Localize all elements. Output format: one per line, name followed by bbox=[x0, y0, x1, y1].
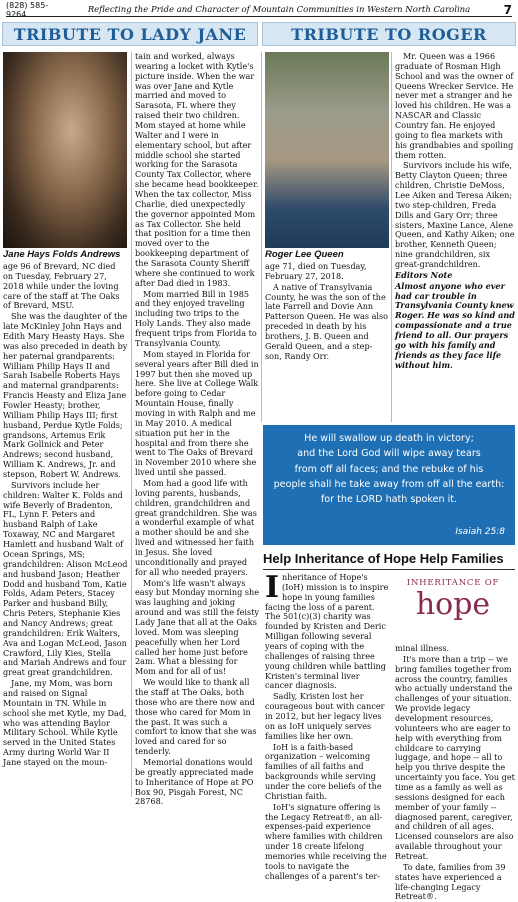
verse-reference: Isaiah 25:8 bbox=[455, 526, 505, 537]
jane-col2-para: Mom married Bill in 1985 and they enjoyed traveling including two trips to the Holy Lands. They also made frequent trips from Florida to Transylvania County. bbox=[135, 288, 257, 348]
jane-col1-para: She was the daughter of the late McKinley John Hays and Edith Mary Heasty Hays. She was also preceded in death by her paternal grandparents: William Philip Hays II and Sarah Isabelle Roberts Hays and maternal grandparents: Francis Heasty and Eliza Jane Fowler Heasty; brother, William Philip Hays III; first husband, Perdue Kytle Folds; grandsons, Artemus Erik Mark Gollnick and Peter Andrews; second husband, William K. Andrews, Jr. and stepson, Robert W. Andrews. bbox=[3, 311, 128, 480]
hope-column-1 bbox=[265, 570, 389, 881]
roger-column-2 bbox=[395, 52, 516, 422]
jane-column-1 bbox=[3, 262, 128, 798]
header-tagline: Reflecting the Pride and Character of Mountain Communities in Western North Carolina bbox=[87, 4, 471, 15]
hope-col1-para: Sadly, Kristen lost her courageous bout with cancer in 2012, but her legacy lives on as IoH uniquely serves families like her own. bbox=[265, 691, 385, 741]
inheritance-of-hope-logo bbox=[393, 578, 513, 640]
hope-dropcap: I bbox=[265, 570, 280, 605]
page-header bbox=[6, 0, 512, 19]
hope-title-rule bbox=[263, 569, 515, 570]
verse-line: and the Lord God will wipe away tears bbox=[297, 448, 481, 460]
roger-column-1 bbox=[265, 262, 389, 422]
jane-photo-caption: Jane Hays Folds Andrews bbox=[3, 249, 121, 260]
hope-col1-para: IoH's signature offering is the Legacy Retreat®, an all-expenses-paid experience where families with children under 18 create lifelong memories while receiving the tools to navigate the challenges of a parent's ter- bbox=[265, 801, 387, 881]
page-number: 7 bbox=[503, 2, 512, 17]
roger-col2-para: Survivors include his wife, Betty Clayton Queen; three children, Christie DeMoss, Lee Aiken and Teresa Aiken; two step-children, Freda Dills and Gary Orr; three sisters, Maxine Lance, Alene Queen, and Kathy Aiken; one brother, Kenneth Queen; nine grandchildren, six great-grandchildren. bbox=[395, 160, 515, 270]
verse-line: from off all faces; and the rebuke of his bbox=[294, 463, 484, 475]
hope-article-title: Help Inheritance of Hope Help Families bbox=[263, 551, 504, 566]
column-divider bbox=[261, 52, 262, 422]
editors-note-text: Almost anyone who ever had car trouble in Transylvania County knew Roger. He was so kind and compassionate and a true friend to all. Our prayers go with his family and friends as they face life without him. bbox=[395, 280, 515, 370]
jane-col2-para: Mom had a good life with loving parents, husbands, children, grandchildren and great grandchildren. She was a wonderful example of what a mother should be and she lived and witnessed her faith in Jesus. She loved unconditionally and prayed for all who needed prayers. bbox=[135, 477, 257, 577]
verse-line: for the LORD hath spoken it. bbox=[320, 494, 458, 506]
verse-line: He will swallow up death in victory; bbox=[304, 433, 474, 444]
hope-col2-para: minal illness. bbox=[395, 643, 450, 653]
jane-tribute-banner: TRIBUTE TO LADY JANE bbox=[2, 22, 258, 46]
roger-col1-para: A native of Transylvania County, he was the son of the late Farrell and Dovie Ann Patterson Queen. He was also preceded in death by his brothers, J. B. Queen and Gerald Queen, and a step-son, Randy Orr. bbox=[265, 281, 389, 361]
roger-col1-para: age 71, died on Tuesday, February 27, 2018. bbox=[265, 261, 367, 281]
column-divider bbox=[391, 52, 392, 422]
roger-tribute-banner: TRIBUTE TO ROGER bbox=[262, 22, 516, 46]
jane-col1-para: Jane, my Mom, was born and raised on Signal Mountain in TN. While in school she met Kytle, my Dad, who was attending Baylor Military School. While Kytle served in the United States Army during World War II Jane stayed on the moun- bbox=[3, 678, 127, 767]
hope-column-2 bbox=[395, 643, 516, 902]
editors-note-title: Editors Note bbox=[395, 269, 453, 280]
scripture-verse-box bbox=[263, 425, 515, 545]
roger-portrait-photo bbox=[265, 52, 389, 248]
jane-col1-para: age 96 of Brevard, NC died on Tuesday, February 27, 2018 while under the loving care of the staff at The Oaks of Brevard, MSU. bbox=[3, 261, 120, 311]
jane-portrait-photo bbox=[3, 52, 127, 248]
header-phone: (828) 585-9264 bbox=[6, 0, 49, 19]
hope-col2-para: To date, families from 39 states have experienced a life-changing Legacy Retreat®. bbox=[395, 861, 506, 902]
roger-col2-para: Mr. Queen was a 1966 graduate of Rosman High School and was the owner of Queens Wrecker Service. He never met a stranger and he loved his children. He was a NASCAR and Classic Country fan. He enjoyed going to flea markets with his grandbabies and spoiling them rotten. bbox=[395, 51, 514, 160]
logo-word-text: hope bbox=[415, 587, 491, 622]
jane-col2-para: Mom's life wasn't always easy but Monday morning she was laughing and joking around and was still the feisty Lady Jane that all at the Oaks loved. Mom was sleeping peacefully when her Lord called her home just before 2am. What a blessing for Mom and for all of us! bbox=[135, 577, 259, 677]
jane-col2-para: We would like to thank all the staff at The Oaks, both those who are there now and those who cared for Mom in the past. It was such a comfort to know that she was loved and cared for so tenderly. bbox=[135, 677, 257, 757]
jane-col2-para: tain and worked, always wearing a locket with Kytle's picture inside. When the war was over Jane and Kytle married and moved to Sarasota, FL where they raised their two children. Mom stayed at home while Walter and I were in elementary school, but after middle school she started working for the Sarasota County Tax Collector, where she became head bookkeeper. When the tax collector, Miss Charlie, died unexpectedly the governor appointed Mom as Tax Collector. She held that position for a time then moved over to the bookkeeping department of the Sarasota County Sheriff where she continued to work after Dad died in 1983. bbox=[135, 51, 259, 288]
jane-col2-para: Memorial donations would be greatly appreciated made to Inheritance of Hope at PO Box 90, Pisgah Forest, NC 28768. bbox=[135, 757, 254, 807]
jane-column-2 bbox=[135, 51, 259, 807]
verse-line: people shall he take away from off all the earth: bbox=[273, 479, 505, 491]
jane-col2-para: Mom stayed in Florida for several years after Bill died in 1997 but then she moved up here. She live at College Walk before going to Cedar Mountain House, finally moving in with Ralph and me in May 2010. A medical situation put her in the hospital and from there she went to The Oaks of Brevard in November 2010 where she lived until she passed. bbox=[135, 348, 259, 478]
hope-col1-para: IoH is a faith-based organization – welcoming families of all faiths and backgrounds while serving under the core beliefs of the Christian faith. bbox=[265, 741, 382, 801]
roger-photo-caption: Roger Lee Queen bbox=[265, 249, 344, 260]
column-divider bbox=[131, 52, 132, 797]
jane-col1-para: Survivors include her children: Walter K. Folds and wife Beverly of Bradenton, FL, Lynn F. Peters and husband Ralph of Lake Toxaway, NC and Margaret Hamlett and husband Walt of Ocean Springs, MS; grandchildren: Alison McLeod and husband Jason; Heather Dodd and husband Tom, Katie Folds, Adam Peters, Stacey Parker and husband Billy, Chris Peters, Stephanie Kies and Nancy Andrews; great grandchildren: Erik Walters, Ava and Logan McLeod, Jason Crawford, Lily Kies, Stella and Mariah Andrews and four great great grandchildren. bbox=[3, 479, 128, 678]
hope-col1-para bbox=[265, 570, 389, 691]
hope-col2-para: It's more than a trip -- we bring families together from across the country, families who actually understand the challenges of your situation. We provide legacy development resources, volunteers who are eager to help with everything from childcare to carrying luggage, and hope -- all to help you thrive despite the uncertainty you face. You get time as a family as well as sessions designed for each member of your family -- diagnosed parent, caregiver, and children of all ages. Licensed counselors are also available throughout your Retreat. bbox=[395, 653, 515, 862]
hope-intro-text: nheritance of Hope's (IoH) mission is to inspire hope in young families facing the loss of a parent. The 501(c)(3) charity was founded by Kristen and Deric Milligan following several years of coping with the challenges of raising three young children while battling Kristen's terminal liver cancer diagnosis. bbox=[265, 572, 389, 691]
logo-top-text: INHERITANCE OF bbox=[406, 578, 500, 588]
